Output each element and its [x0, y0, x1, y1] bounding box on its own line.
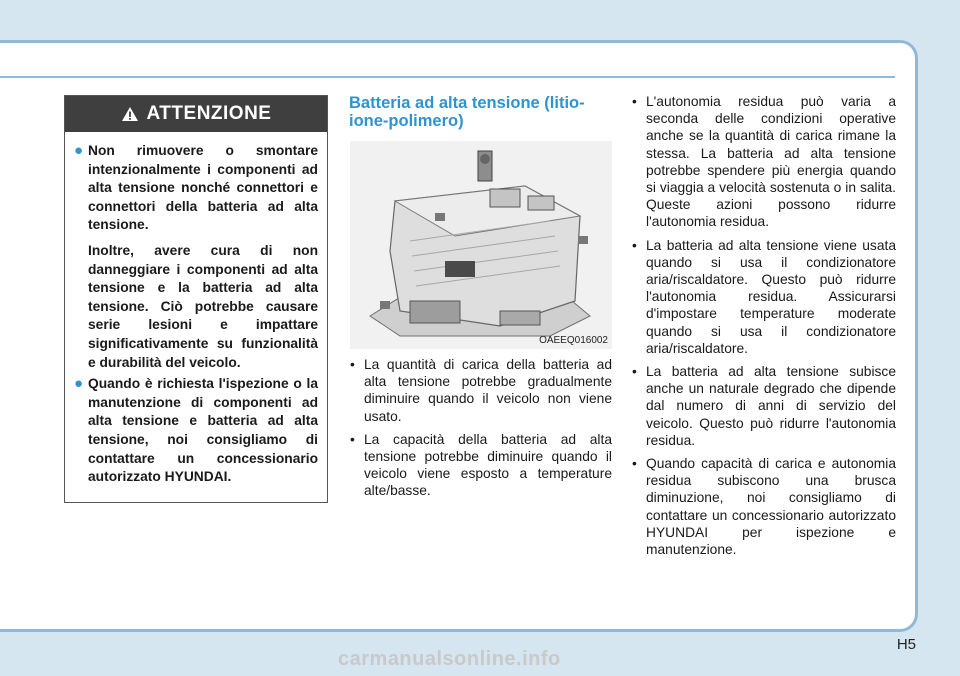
bullet-dot-icon: • — [632, 94, 637, 109]
bullet-list-right — [632, 93, 896, 564]
bullet-dot-icon: • — [632, 364, 637, 380]
bullet-list-middle — [350, 356, 612, 506]
warning-title: ATTENZIONE — [146, 103, 272, 124]
bullet-dot-icon: • — [350, 357, 355, 372]
warning-box — [64, 95, 328, 503]
warning-item-continuation: Inoltre, avere cura di non danneggiare i componenti ad alta tensione e la batteria ad alta tensione. Ciò potrebbe causare serie lesioni e impattare significativamente su funzionalità e durabilità del veicolo. — [88, 242, 318, 370]
section-title: Batteria ad alta tensione (litio-ione-polimero) — [349, 94, 585, 130]
bullet-dot-icon: • — [632, 456, 637, 472]
top-rule — [0, 76, 895, 78]
warning-item: ● Quando è richiesta l'ispezione o la manutenzione di componenti ad alta tensione e batteria ad alta tensione, noi consigliamo di contattare un concessionario autorizzato HYUNDAI. — [74, 375, 318, 485]
warning-triangle-icon — [121, 106, 139, 122]
bullet-dot-icon: • — [350, 431, 355, 447]
list-item: • La quantità di carica della batteria ad alta tensione potrebbe gradualmente diminuire quando il veicolo non viene usato. — [350, 357, 612, 424]
list-item: • L'autonomia residua può varia a seconda delle condizioni operative anche se la quantità di carica rimane la stessa. La batteria ad alta tensione potrebbe spendere più energia quando si viaggia a velocità sostenuta o in salita. Queste azioni possono ridurre l'autonomia residua. — [632, 94, 896, 230]
list-item: • La capacità della batteria ad alta tensione potrebbe diminuire quando il veicolo viene esposto a temperature alte/basse. — [350, 431, 612, 499]
bullet-dot-icon: • — [632, 237, 637, 253]
list-item: • Quando capacità di carica e autonomia residua subiscono una brusca diminuzione, noi consigliamo di contattare un concessionario autorizzato HYUNDAI per ispezione e manutenzione. — [632, 456, 896, 558]
figure-code: OAEEQ016002 — [539, 335, 608, 346]
watermark: carmanualsonline.info — [338, 648, 561, 670]
list-item: • La batteria ad alta tensione viene usata quando si usa il condizionatore aria/riscaldatore. Questo può ridurre l'autonomia residua. Assicurarsi d'impostare temperature moderate quando si usa il condizionatore aria/riscaldatore. — [632, 237, 896, 356]
list-item: • La batteria ad alta tensione subisce anche un naturale degrado che dipende dal numero di anni di servizio del veicolo. Questo può ridurre l'autonomia residua. — [632, 364, 896, 448]
battery-figure — [350, 141, 612, 349]
warning-header — [65, 96, 327, 132]
warning-item: ● Non rimuovere o smontare intenzionalmente i componenti ad alta tensione nonché connettori e connettori della batteria ad alta tensione. — [74, 142, 318, 233]
page-number: H5 — [896, 636, 916, 653]
battery-pack-illustration — [350, 141, 612, 349]
warning-body — [65, 132, 327, 487]
bullet-dot-icon: ● — [74, 142, 84, 159]
bullet-dot-icon: ● — [74, 375, 84, 393]
